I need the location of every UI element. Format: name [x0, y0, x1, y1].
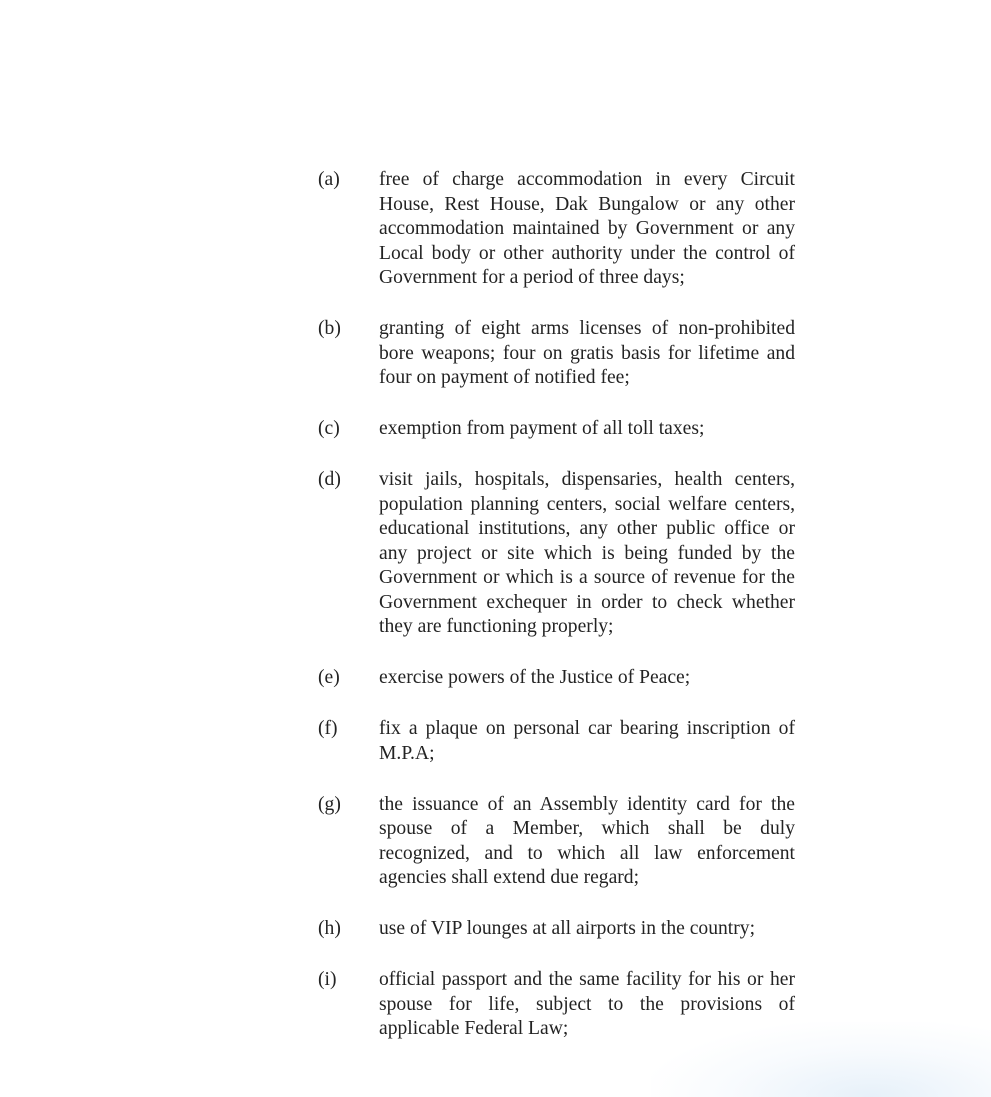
item-text	[379, 317, 795, 391]
item-label: (d)	[318, 469, 341, 490]
item-label: (g)	[318, 793, 341, 815]
item-text-line: spouse for life, subject to the provisions of	[379, 993, 795, 1015]
item-text-line: exercise powers of the Justice of Peace;	[379, 667, 691, 688]
list-item-a	[318, 168, 795, 291]
item-text	[379, 666, 795, 691]
item-text-line: House, Rest House, Dak Bungalow or any other	[379, 193, 795, 215]
item-text-line: visit jails, hospitals, dispensaries, health centers,	[379, 469, 795, 490]
item-text-line: applicable Federal Law;	[379, 1018, 569, 1039]
item-text-line: any project or site which is being funded by the	[379, 542, 795, 564]
item-text-line: M.P.A;	[379, 742, 435, 764]
item-text-line: granting of eight arms licenses of non-prohibited	[379, 318, 795, 339]
item-text-line: accommodation maintained by Government or any	[379, 218, 795, 239]
item-text-line: fix a plaque on personal car bearing inscription of	[379, 718, 795, 739]
item-text	[379, 168, 795, 291]
item-text-line: Local body or other authority under the control of	[379, 242, 795, 264]
item-text	[379, 917, 795, 942]
list-item-f	[318, 717, 795, 766]
list-item-d	[318, 468, 795, 640]
item-text-line: four on payment of notified fee;	[379, 367, 630, 388]
item-text	[379, 968, 795, 1042]
item-text-line: they are functioning properly;	[379, 616, 614, 637]
item-text-line: free of charge accommodation in every Circuit	[379, 169, 795, 190]
item-label: (i)	[318, 969, 337, 990]
item-text-line: recognized, and to which all law enforcement	[379, 842, 795, 864]
item-text-line: official passport and the same facility for his or her	[379, 969, 795, 990]
item-label: (e)	[318, 667, 340, 688]
item-label: (h)	[318, 918, 341, 939]
item-text-line: Government or which is a source of revenue for the	[379, 567, 795, 588]
item-label: (f)	[318, 718, 338, 739]
item-label: (a)	[318, 169, 340, 190]
list-item-i	[318, 968, 795, 1042]
item-text-line: agencies shall extend due regard;	[379, 867, 640, 888]
list-item-h	[318, 917, 795, 942]
list-item-b	[318, 317, 795, 391]
item-text-line: Government for a period of three days;	[379, 267, 685, 288]
item-text	[379, 717, 795, 766]
list-item-e	[318, 666, 795, 691]
item-text	[379, 793, 795, 891]
item-text-line: educational institutions, any other public office or	[379, 518, 795, 539]
item-text-line: exemption from payment of all toll taxes;	[379, 418, 705, 439]
item-text	[379, 468, 795, 640]
item-label: (c)	[318, 418, 340, 439]
item-text	[379, 417, 795, 442]
item-text-line: Government exchequer in order to check whether	[379, 591, 795, 613]
item-label: (b)	[318, 318, 341, 339]
item-text-line: spouse of a Member, which shall be duly	[379, 818, 795, 839]
item-text-line: the issuance of an Assembly identity card for the	[379, 793, 795, 815]
list-item-g	[318, 793, 795, 891]
item-text-line: bore weapons; four on gratis basis for lifetime and	[379, 342, 795, 364]
list-item-c	[318, 417, 795, 442]
clause-list	[318, 168, 795, 1042]
item-text-line: population planning centers, social welfare centers,	[379, 493, 795, 515]
item-text-line: use of VIP lounges at all airports in the country;	[379, 918, 756, 939]
